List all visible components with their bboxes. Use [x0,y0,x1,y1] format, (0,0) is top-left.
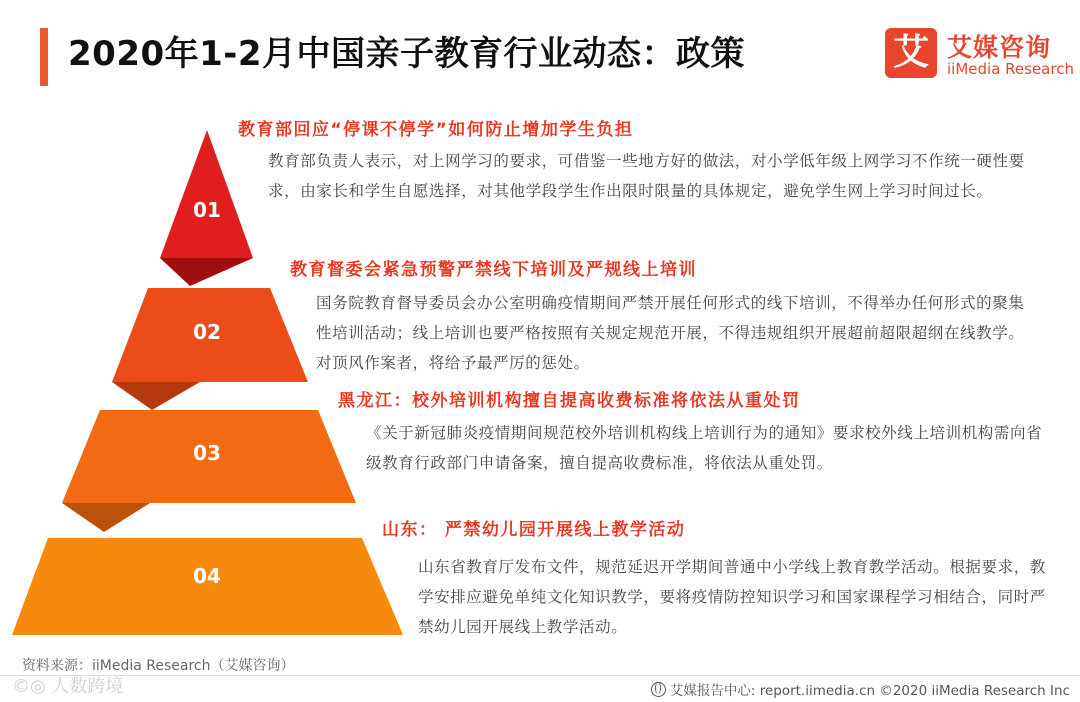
item-3-title: 黑龙江：校外培训机构擅自提高收费标准将依法从重处罚 [338,391,801,411]
tier-2-fold [112,382,200,410]
item-1-title: 教育部回应“停课不停学”如何防止增加学生负担 [238,120,634,140]
tier-1-number: 01 [193,198,221,222]
tier-1-shape [160,130,253,258]
tier-4-number: 04 [193,564,221,588]
tier-3-number: 03 [193,441,221,465]
logo-name-cn: 艾媒咨询 [947,33,1052,62]
globe-icon [651,682,666,697]
watermark: ©◎ 人数跨境 [12,676,124,697]
tier-1-fold [160,258,253,286]
tier-2-number: 02 [193,320,221,344]
logo-badge: 艾 [885,28,937,78]
item-3-body: 《关于新冠肺炎疫情期间规范校外培训机构线上培训行为的通知》要求校外线上培训机构需向省级教育行政部门申请备案，擅自提高收费标准，将依法从重处罚。 [366,424,1043,472]
page-title: 2020年1-2月中国亲子教育行业动态：政策 [68,34,746,74]
footer-divider [0,675,1080,676]
logo-name-en: iiMedia Research [947,60,1074,78]
source-note: 资料来源：iiMedia Research（艾媒咨询） [22,658,295,674]
footer [651,679,1070,699]
item-2-title: 教育督委会紧急预警严禁线下培训及严规线上培训 [290,260,697,280]
item-2-body: 国务院教育督导委员会办公室明确疫情期间严禁开展任何形式的线下培训，不得举办任何形式的聚集性培训活动；线上培训也要严格按照有关规定规范开展，不得违规组织开展超前超限超纲在线教学。对顶风作案者，将给予最严厉的惩处。 [316,294,1025,372]
item-4-title: 山东： 严禁幼儿园开展线上教学活动 [382,520,686,540]
item-4-body: 山东省教育厅发布文件，规范延迟开学期间普通中小学线上教育教学活动。根据要求，教学安排应避免单纯文化知识教学，要将疫情防控知识学习和国家课程学习相结合，同时严禁幼儿园开展线上教学活动。 [418,558,1046,636]
tier-3-fold [62,503,150,532]
footer-text: 艾媒报告中心: report.iimedia.cn ©2020 iiMedia Research Inc [669,683,1070,699]
item-1-body: 教育部负责人表示，对上网学习的要求，可借鉴一些地方好的做法，对小学低年级上网学习不作统一硬性要求，由家长和学生自愿选择，对其他学段学生作出限时限量的具体规定，避免学生网上学习时间过长。 [268,152,1025,200]
